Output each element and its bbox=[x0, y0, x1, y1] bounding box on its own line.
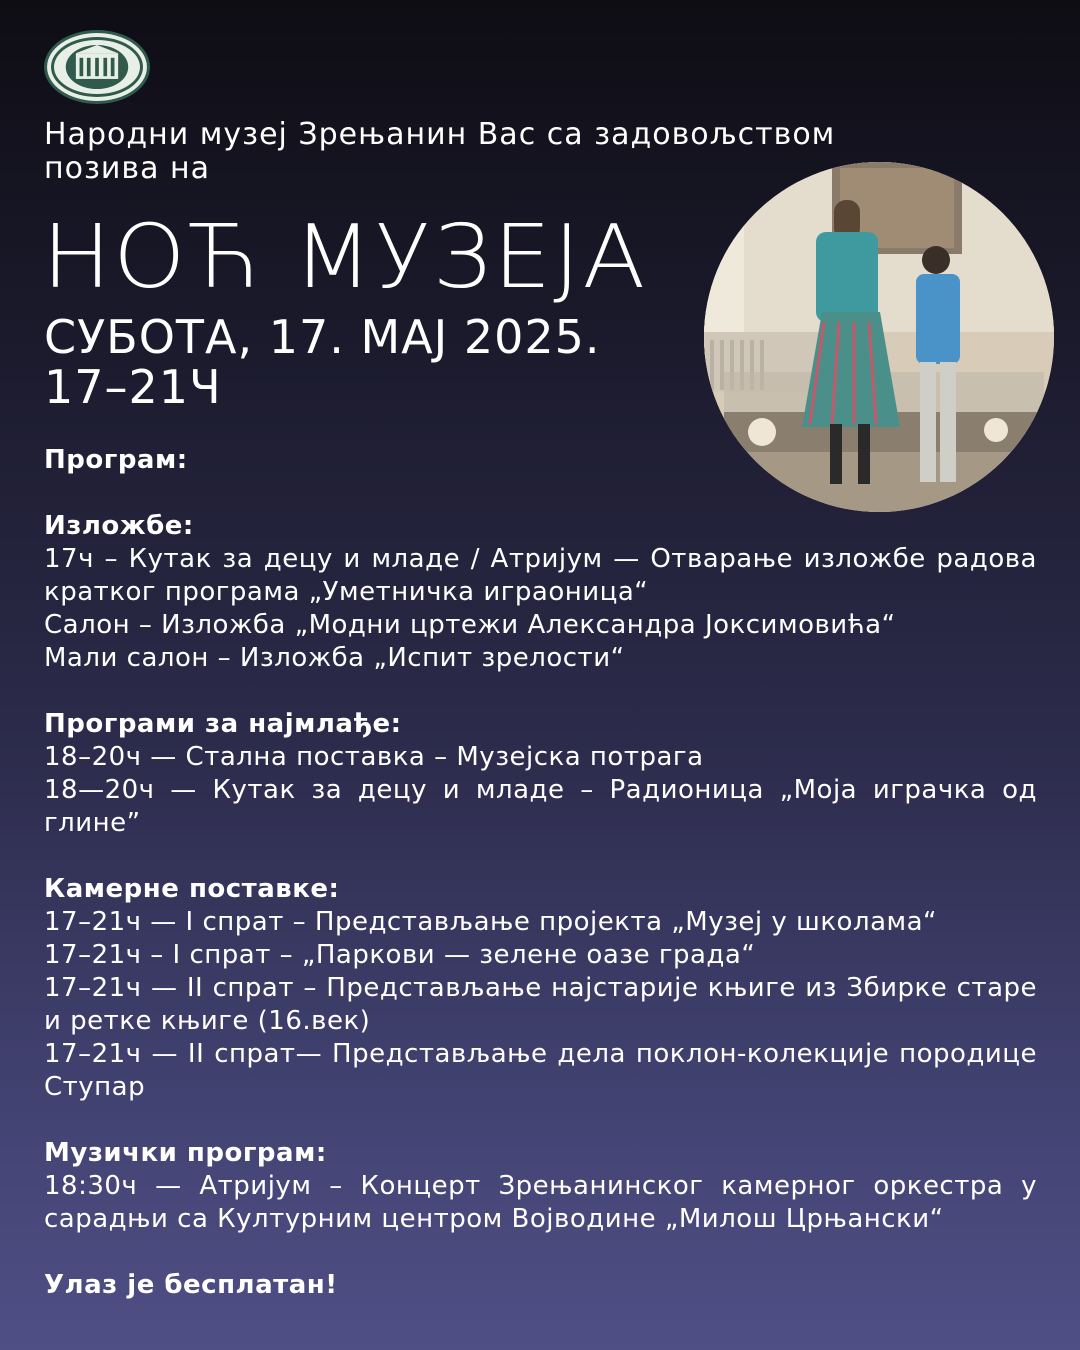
exhibitions-heading: Изложбе: bbox=[44, 511, 194, 541]
museum-building-icon bbox=[47, 33, 147, 101]
program-label: Програм: bbox=[44, 445, 188, 475]
event-date: СУБОТА, 17. МАЈ 2025. bbox=[44, 310, 601, 364]
music-heading: Музички програм: bbox=[44, 1138, 327, 1168]
exhibition-item: Салон – Изложба „Модни цртежи Александра Јоксимовића“ bbox=[44, 610, 896, 640]
chamber-item: 17–21ч — II спрат— Представљање дела поклон-колекције породице Ступар bbox=[44, 1039, 1037, 1102]
spacer bbox=[44, 477, 1037, 510]
kids-item: 18–20ч — Стална поставка – Музејска потрага bbox=[44, 742, 704, 772]
chamber-heading: Камерне поставке: bbox=[44, 874, 340, 904]
free-entry-note: Улаз је бесплатан! bbox=[44, 1270, 338, 1300]
exhibition-item: Мали салон – Изложба „Испит зрелости“ bbox=[44, 643, 625, 673]
exhibition-item: 17ч – Кутак за децу и младе / Атријум — Отварање изложбе радова кратког програма „Уметничка играоница“ bbox=[44, 544, 1037, 607]
music-item: 18:30ч — Атријум – Концерт Зрењанинског камерног оркестра у сарадњи са Културним центром Војводине „Милош Црњански“ bbox=[44, 1171, 1037, 1234]
kids-heading: Програми за најмлађе: bbox=[44, 709, 402, 739]
chamber-item: 17–21ч — I спрат – Представљање пројекта „Музеј у школама“ bbox=[44, 907, 938, 937]
spacer bbox=[44, 1236, 1037, 1269]
event-hours: 17–21Ч bbox=[44, 360, 222, 414]
museum-logo bbox=[44, 30, 150, 104]
program-content bbox=[44, 444, 1037, 1302]
intro-text: Народни музеј Зрењанин Вас са задовољством позива на bbox=[44, 117, 836, 186]
chamber-item: 17–21ч – I спрат – „Паркови — зелене оазе града“ bbox=[44, 940, 756, 970]
spacer bbox=[44, 675, 1037, 708]
chamber-item: 17–21ч — II спрат – Представљање најстарије књиге из Збирке старе и ретке књиге (16.век) bbox=[44, 973, 1037, 1036]
kids-item: 18—20ч — Кутак за децу и младе – Радионица „Моја играчка од глине” bbox=[44, 775, 1037, 838]
spacer bbox=[44, 840, 1037, 873]
spacer bbox=[44, 1104, 1037, 1137]
event-title: НОЋ МУЗЕЈА bbox=[42, 206, 648, 308]
